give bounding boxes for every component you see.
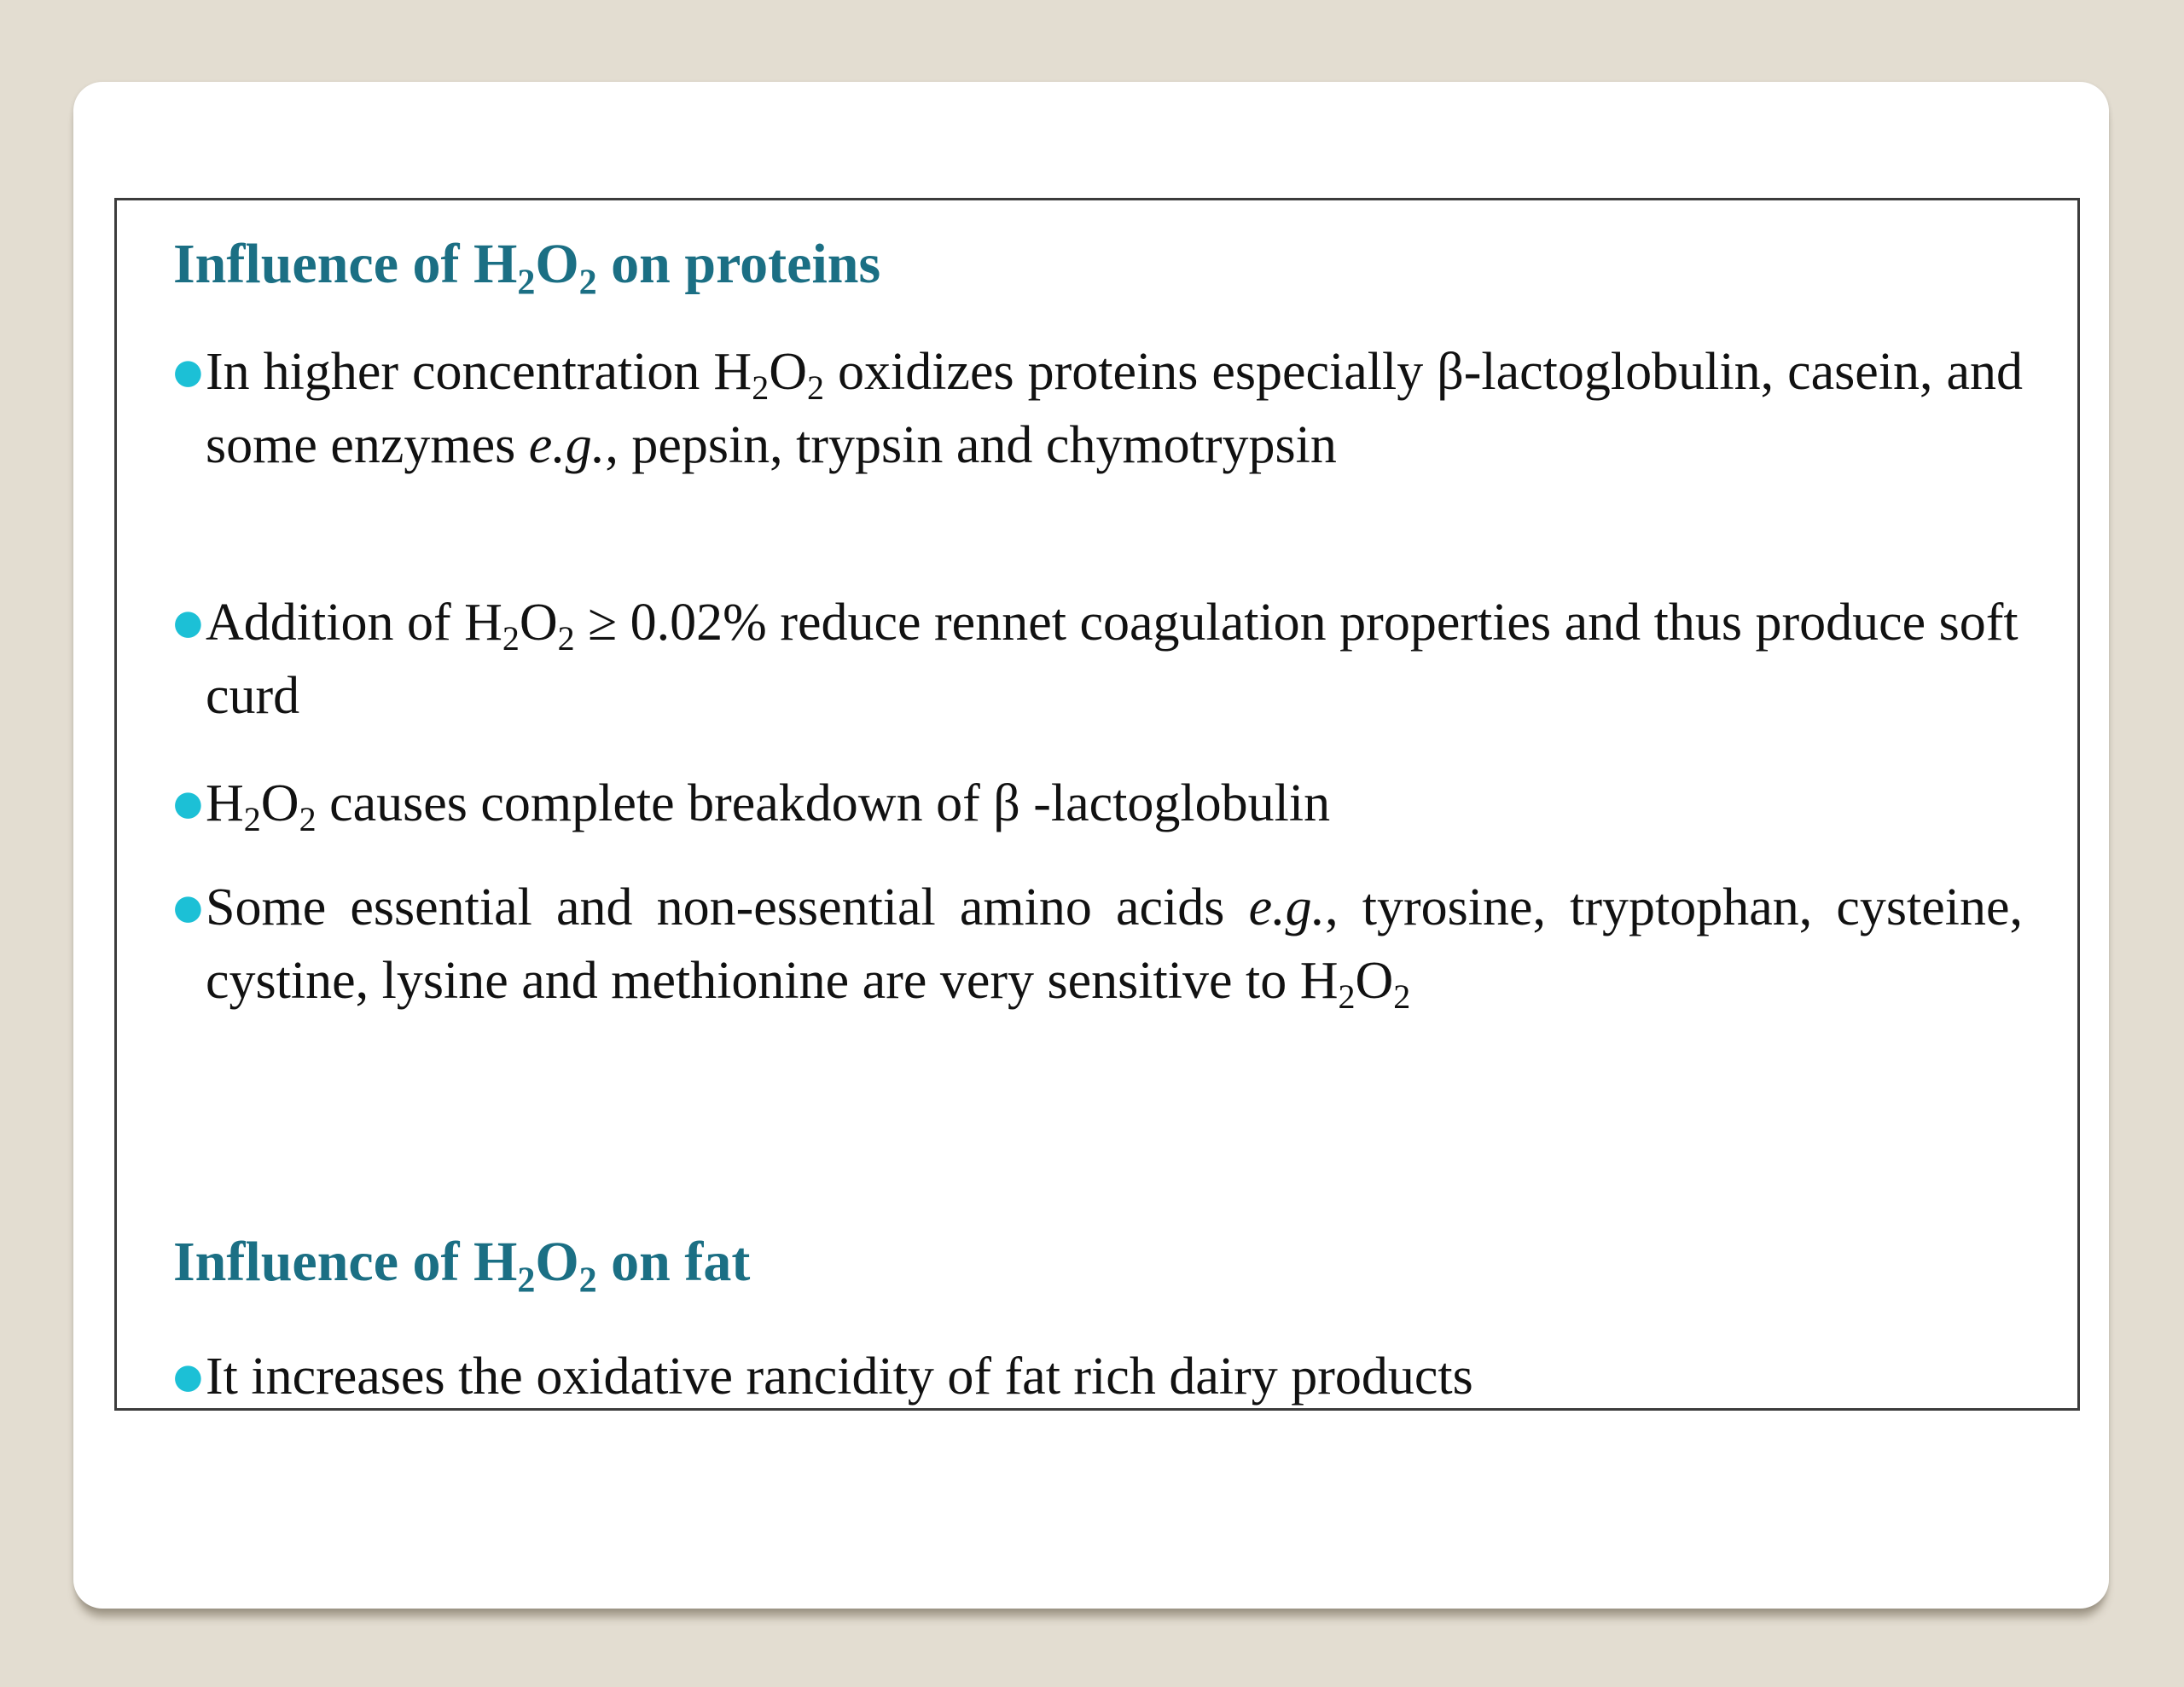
bullet-icon: ● (173, 1357, 203, 1396)
list-item-amino-acids: ● Some essential and non-essential amino acids e.g., tyrosine, tryptophan, cysteine, cystine, lysine and methionine are very sensitive to $H_2O_2$ (173, 871, 2023, 1017)
bullet-icon: ● (173, 784, 203, 823)
list-item-oxidizes-proteins: ● In higher concentration $H_2O_2$ oxidizes proteins especially β-lactoglobulin, casein, and some enzymes e.g., pepsin, trypsin and chymotrypsin (173, 335, 2023, 482)
list-item-breakdown-lactoglobulin: ● $H_2O_2$ causes complete breakdown of β -lactoglobulin (173, 767, 2023, 840)
bullet-icon: ● (173, 352, 203, 391)
bullet-icon: ● (173, 603, 203, 642)
bullet-icon: ● (173, 888, 203, 927)
list-item-rennet-coagulation: ● Addition of $H_2O_2 \ge 0.02\%$ reduce rennet coagulation properties and thus produce soft curd (173, 586, 2023, 733)
content-box (114, 198, 2080, 1411)
slide (73, 82, 2109, 1609)
heading-fat: Influence of $H_2O_2$ on fat (173, 1231, 751, 1301)
list-item-oxidative-rancidity: ● It increases the oxidative rancidity of fat rich dairy products (173, 1340, 2023, 1413)
heading-proteins: Influence of $H_2O_2$ on proteins (173, 233, 881, 303)
